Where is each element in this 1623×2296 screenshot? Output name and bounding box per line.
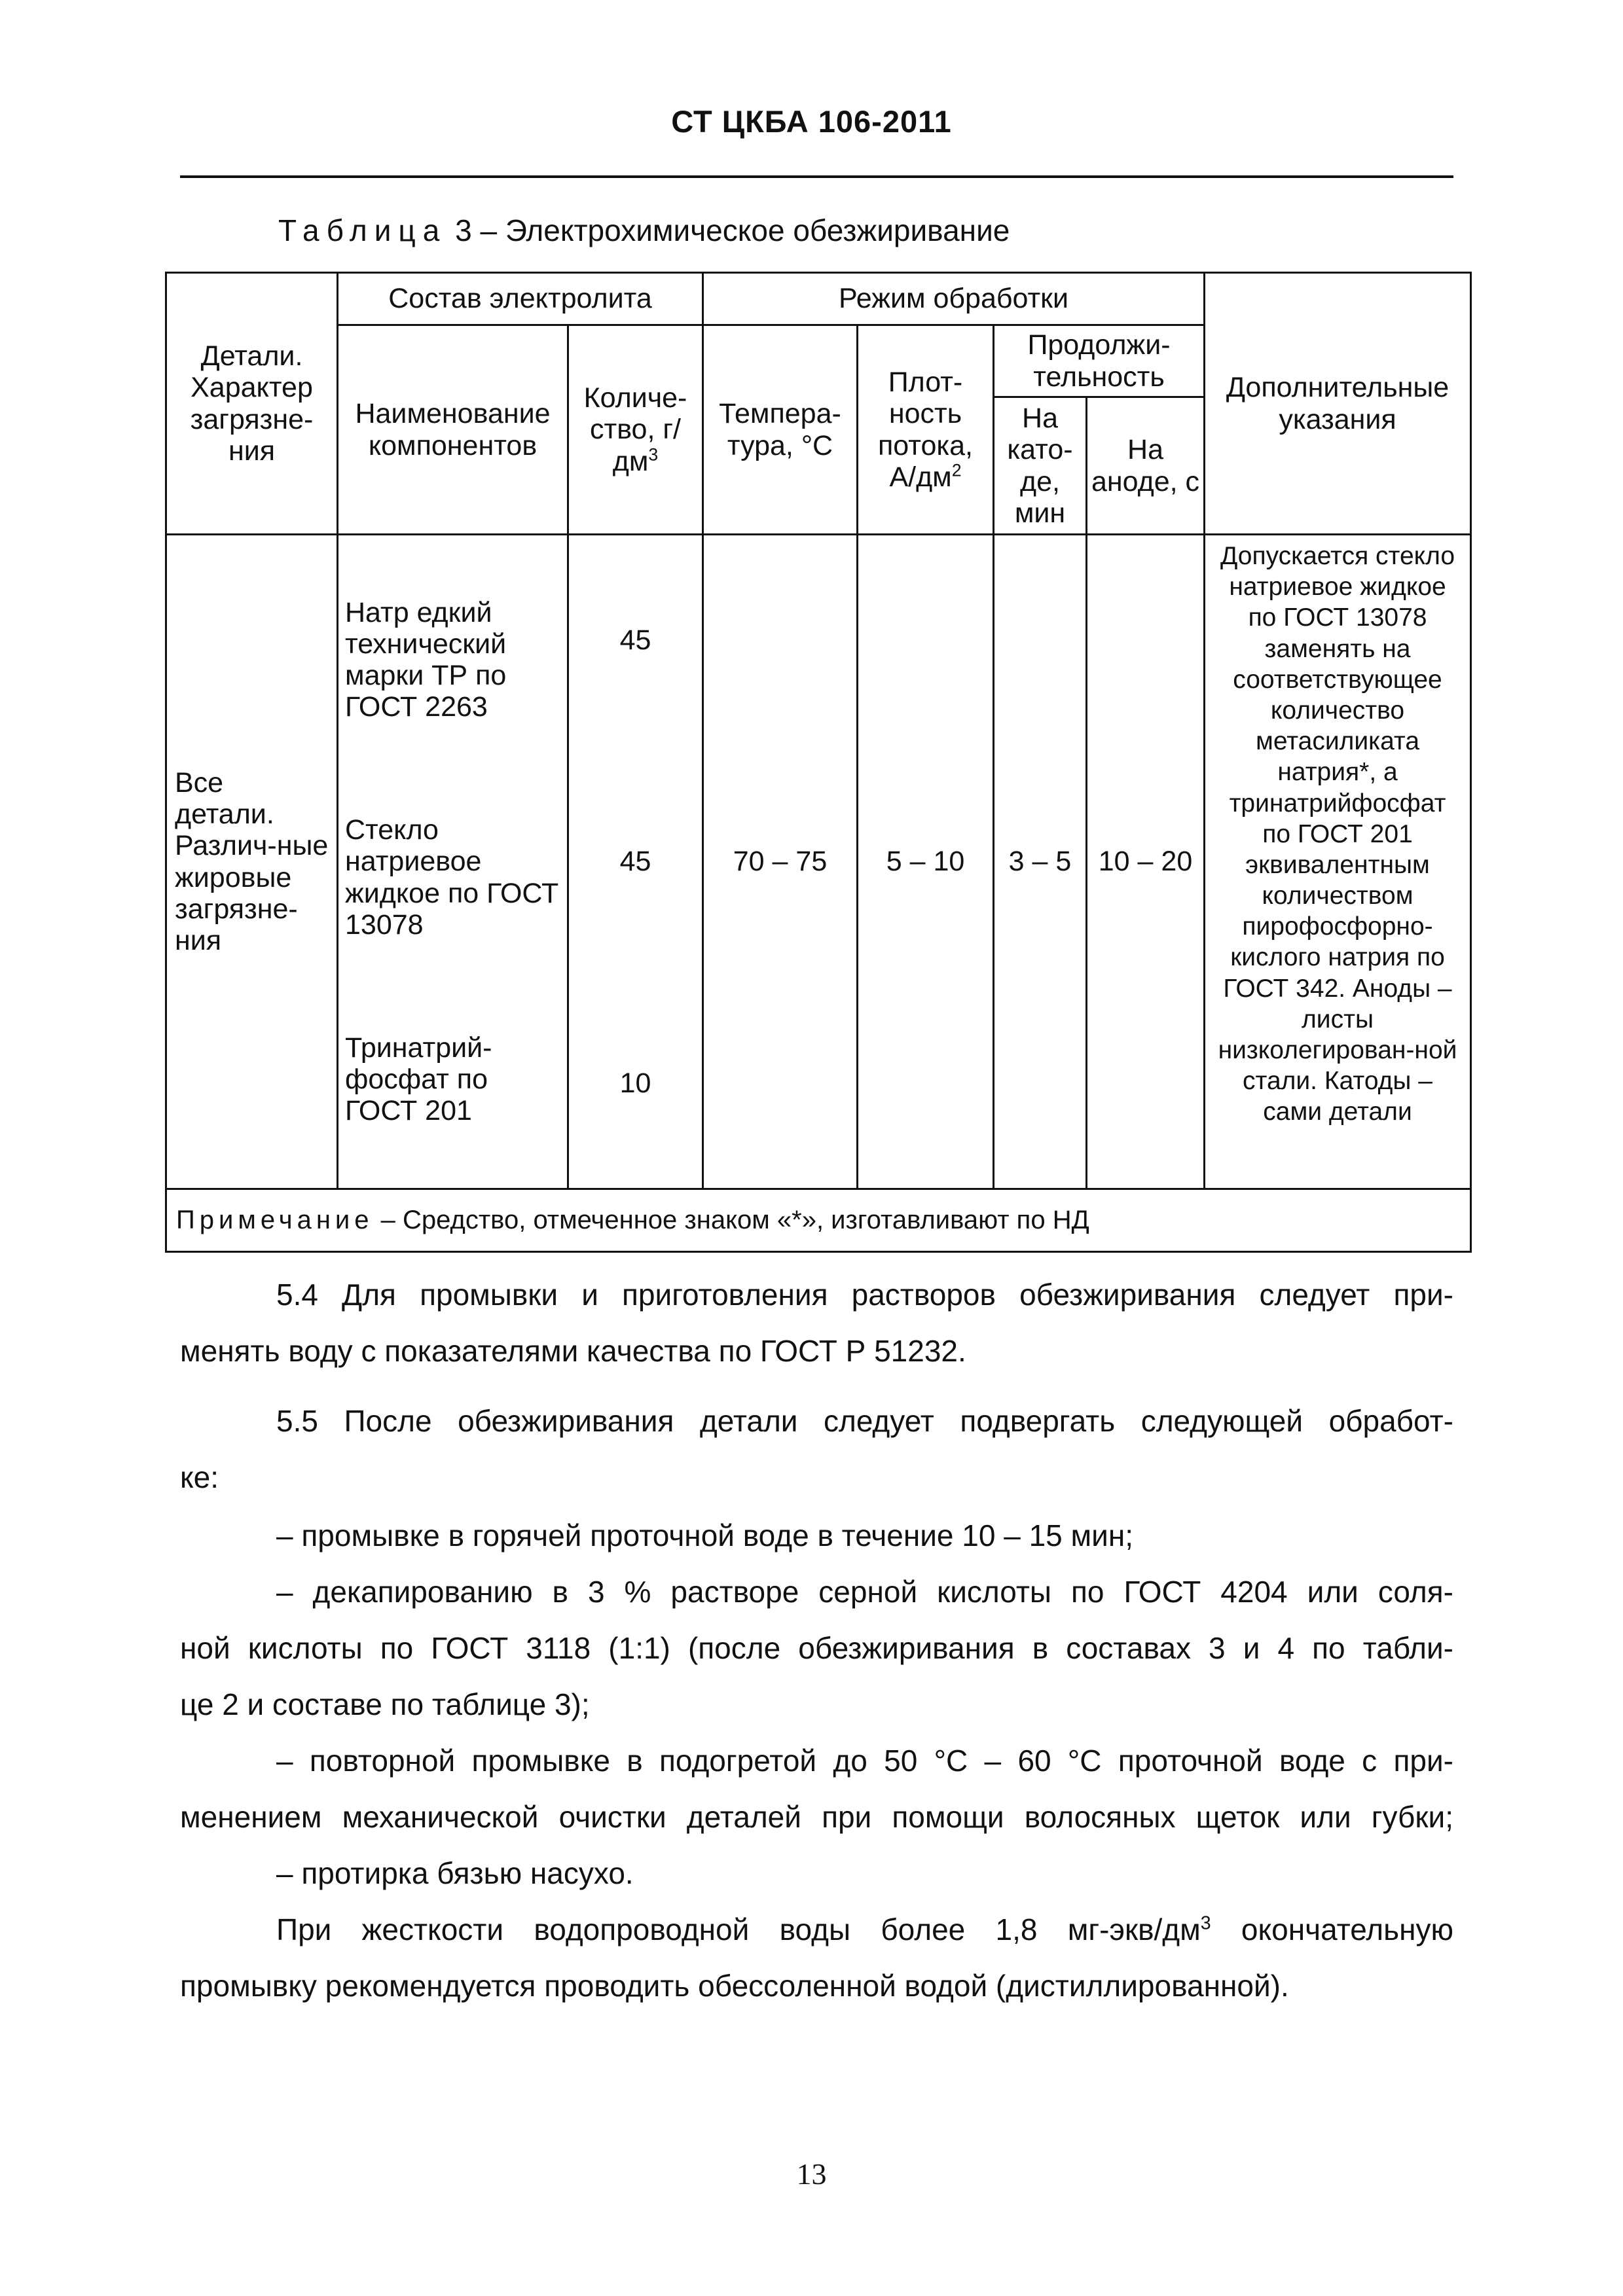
table-note xyxy=(166,1189,1471,1252)
header-rule xyxy=(180,175,1453,178)
component-2-name: Стекло натриевое жидкое по ГОСТ 13078 xyxy=(345,814,559,941)
table-caption-text: 3 – Электрохимическое обезжиривание xyxy=(447,213,1010,247)
electrolyte-table xyxy=(165,272,1472,1253)
header-anode: На аноде, с xyxy=(1087,397,1205,535)
list-item-1: – промывке в горячей проточной воде в течение 10 – 15 мин; xyxy=(276,1518,1134,1552)
component-3-qty: 10 xyxy=(619,1067,651,1099)
list-item-2: – декапированию в 3 % растворе серной кислоты по ГОСТ 4204 или соля- ной кислоты по ГОСТ 3118 (1:1) (после обезжиривания в составах 3 и 4 по табли- це 2 и составе по таблице 3); xyxy=(180,1575,1453,1721)
page-number: 13 xyxy=(796,2157,827,2191)
header-component-name: Наименование компонентов xyxy=(338,325,568,535)
header-duration: Продолжи-тельность xyxy=(994,325,1205,397)
cathode-value: 3 – 5 xyxy=(994,535,1087,1189)
header-additional: Дополнительные указания xyxy=(1205,273,1471,535)
table-caption xyxy=(278,213,1010,248)
temperature-value: 70 – 75 xyxy=(703,535,858,1189)
header-cathode: На като-де, мин xyxy=(994,397,1087,535)
component-1-name: Натр едкий технический марки ТР по ГОСТ 2263 xyxy=(345,596,507,723)
component-3-name: Тринатрий-фосфат по ГОСТ 201 xyxy=(345,1031,492,1127)
table-note-label: Примечание xyxy=(176,1206,374,1235)
header-temperature: Темпера-тура, °С xyxy=(703,325,858,535)
paragraph-5-4: 5.4 Для промывки и приготовления растворов обезжиривания следует при- менять воду с показателями качества по ГОСТ Р 51232. xyxy=(180,1278,1453,1368)
quantities-cell xyxy=(568,535,703,1189)
list-item-3: – повторной промывке в подогретой до 50 °С – 60 °С проточной воде с при- менением механической очистки деталей при помощи волосяных щеток или губки; xyxy=(180,1744,1453,1834)
header-details: Детали. Характер загрязне-ния xyxy=(166,273,338,535)
components-cell xyxy=(338,535,568,1189)
table-caption-label: Таблица xyxy=(278,213,447,247)
header-mode: Режим обработки xyxy=(703,273,1205,325)
document-header: СТ ЦКБА 106-2011 xyxy=(671,104,952,139)
list-item-4: – протирка бязью насухо. xyxy=(276,1856,634,1890)
header-quantity: Количе-ство, $г/дм^3$ xyxy=(568,325,703,535)
additional-notes: Допускается стекло натриевое жидкое по ГОСТ 13078 заменять на соответствующее количество метасиликата натрия*, а тринатрийфосфат по ГОСТ 201 эквивалентным количеством пирофосфорно-кислого натрия по ГОСТ 342. Аноды – листы низколегирован-ной стали. Катоды – сами детали xyxy=(1205,535,1471,1189)
density-value: 5 – 10 xyxy=(858,535,994,1189)
component-1-qty: 45 xyxy=(619,624,651,656)
details-cell: Все детали. Различ-ные жировые загрязне-ния xyxy=(166,535,338,1189)
header-composition: Состав электролита xyxy=(338,273,703,325)
header-density: Плот-ность потока, $А/дм^2$ xyxy=(858,325,994,535)
table-note-text: – Средство, отмеченное знаком «*», изготавливают по НД xyxy=(373,1206,1089,1235)
anode-value: 10 – 20 xyxy=(1087,535,1205,1189)
paragraph-water-hardness: При жесткости водопроводной воды более 1,8 $мг-экв/дм^3$ окончательную промывку рекомендуется проводить обессоленной водой (дистиллированной). xyxy=(180,1912,1453,2003)
component-2-qty: 45 xyxy=(619,846,651,878)
paragraph-5-5: 5.5 После обезжиривания детали следует подвергать следующей обработ- ке: xyxy=(180,1404,1453,1494)
